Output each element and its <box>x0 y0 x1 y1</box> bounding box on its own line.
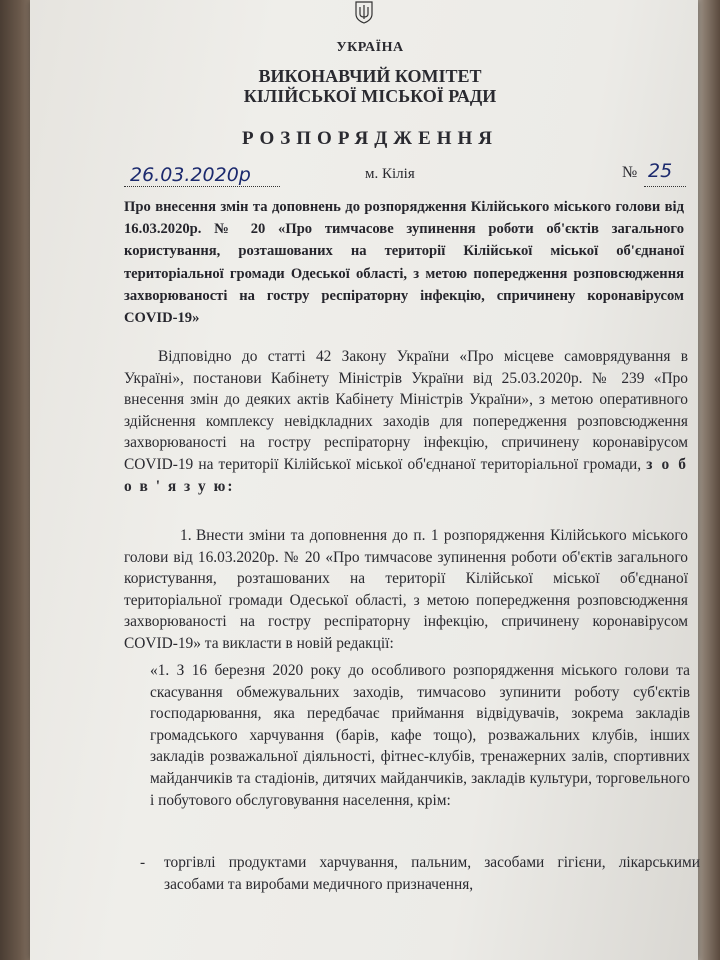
intro-text: Відповідно до статті 42 Закону України «Про місцеве самоврядування в Україні», постанови Кабінету Міністрів України від 25.03.2020р. № 239 «Про внесення змін до деяких актів Кабінету Міністрів України», з метою оперативного здійснення комплексу невідкладних заходів для попередження розповсюдження захворюваності на гостру респіраторну інфекцію, спричинену коронавірусом COVID-19 на території Кілійської міської об'єднаної територіальної громади, <box>124 348 688 473</box>
number-sign: № <box>622 164 638 181</box>
item-1-number: 1. <box>180 527 192 544</box>
trident-icon <box>350 0 378 24</box>
item-1-text: Внести зміни та доповнення до п. 1 розпорядження Кілійського міського голови від 16.03.2020р. № 20 «Про тимчасове зупинення роботи об'єктів загального користування, розташованих на території Кілійської міської об'єднаної територіальної громади Одеської області, з метою попередження розповсюдження захворюваності на гостру респіраторну інфекцію, спричинену коронавірусом COVID-19» та викласти в новій редакції: <box>124 527 688 652</box>
bullet-marker: - <box>140 854 146 871</box>
handwritten-date: 26.03.2020р <box>130 164 251 186</box>
city-label: м. Кілія <box>365 166 415 182</box>
number-underline <box>644 186 686 187</box>
document-page <box>30 0 698 960</box>
handwritten-number: 25 <box>648 160 673 182</box>
organization-heading <box>30 66 710 106</box>
document-type-title: РОЗПОРЯДЖЕННЯ <box>241 128 499 149</box>
date-underline <box>124 186 280 187</box>
bullet-text: торгівлі продуктами харчування, пальним, засобами гігієни, лікарськими засобами та виробами медичного призначення, <box>164 854 700 893</box>
intro-paragraph <box>124 346 688 497</box>
directive-word: з о б о в ' я з у ю: <box>124 455 688 495</box>
background-left-edge <box>0 0 34 960</box>
item-1-paragraph <box>124 525 688 655</box>
document-subject: Про внесення змін та доповнень до розпорядження Кілійського міського голови від 16.03.2020р. № 20 «Про тимчасове зупинення роботи об'єктів загального користування, розташованих на території Кілійської міської об'єднаної територіальної громади Одеської області, з метою попередження розповсюдження захворюваності на гостру респіраторну інфекцію, спричинену коронавірусом COVID-19» <box>124 199 684 327</box>
country-heading: УКРАЇНА <box>336 40 404 55</box>
organization-line-2: КІЛІЙСЬКОЇ МІСЬКОЇ РАДИ <box>243 86 497 106</box>
organization-line-1: ВИКОНАВЧИЙ КОМІТЕТ <box>258 66 482 86</box>
quoted-new-edition: «1. З 16 березня 2020 року до особливого розпорядження міського голови та скасування обмежувальних заходів, тимчасово зупинити роботу суб'єктів господарювання, яка передбачає приймання відвідувачів, зокрема закладів громадського харчування (барів, кафе тощо), розважальних клубів, інших закладів розважальної діяльності, фітнес-клубів, тренажерних залів, спортивних майданчиків та стадіонів, дитячих майданчиків, закладів культури, торговельного і побутового обслуговування населення, крім: <box>150 662 690 809</box>
